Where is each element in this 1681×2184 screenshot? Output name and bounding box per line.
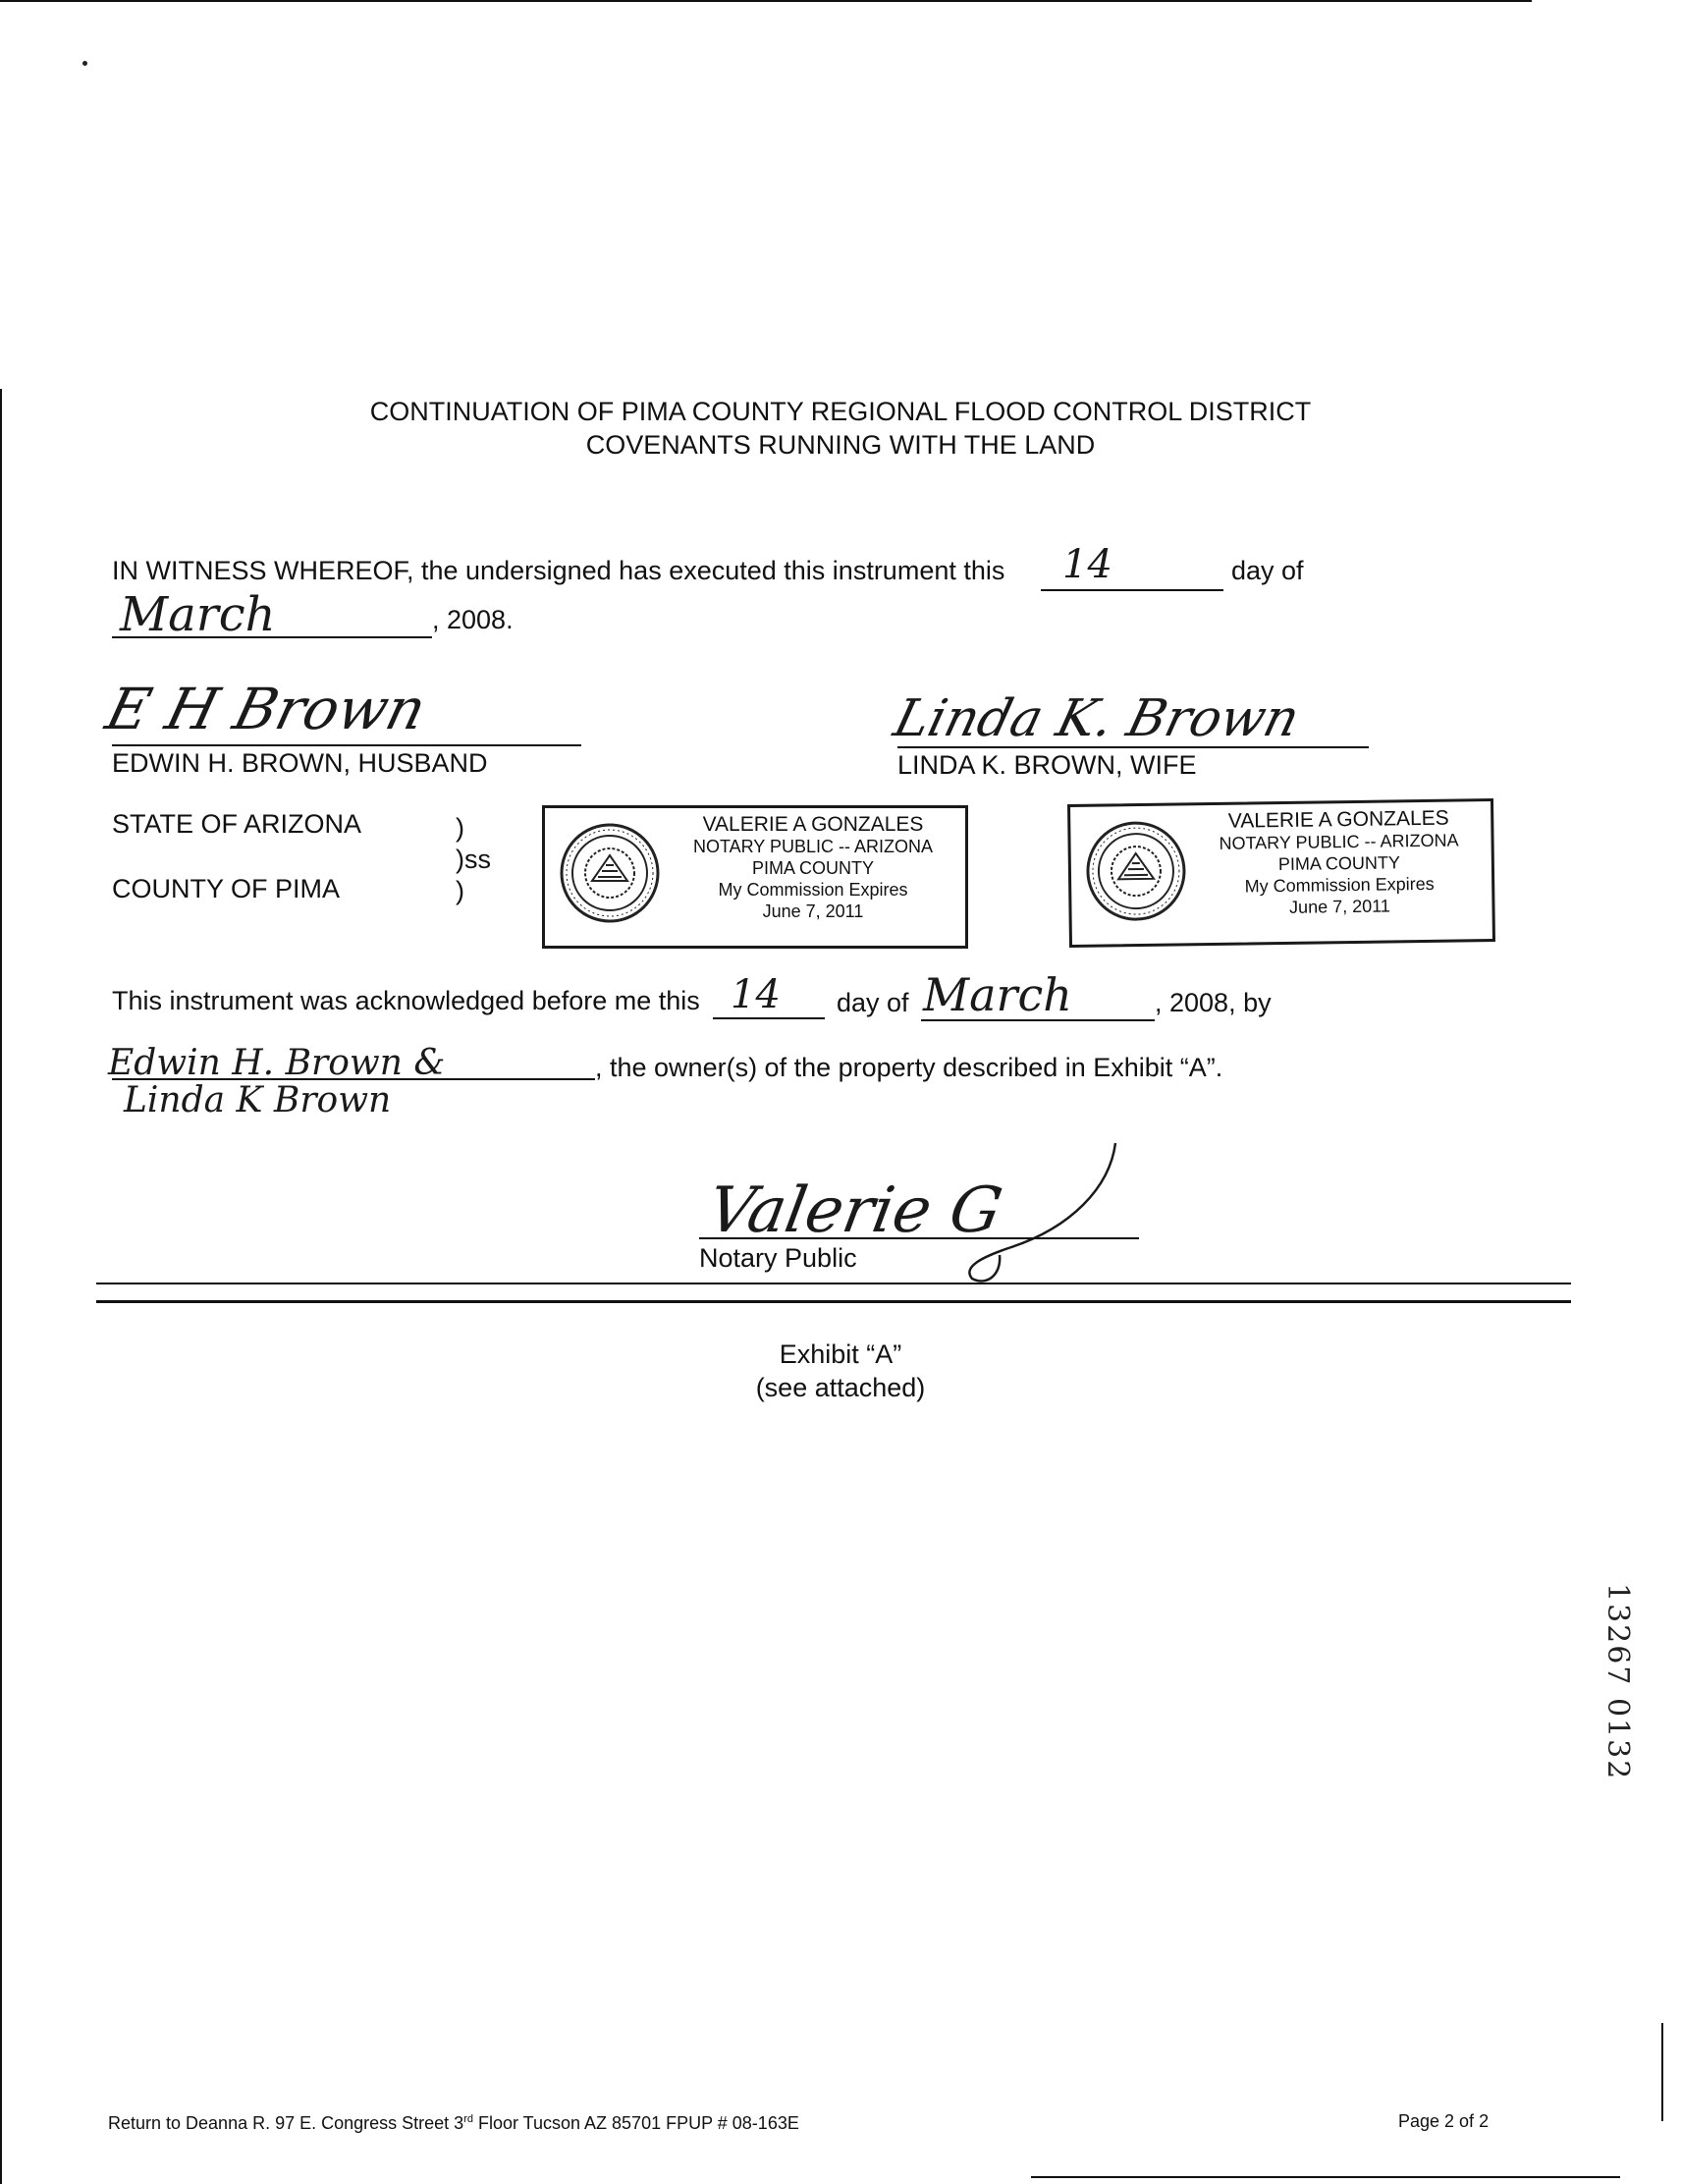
recording-number: 13267 0132 [1600,1583,1635,1781]
witness-day-blank [1041,589,1223,591]
wife-signature: Linda K. Brown [888,689,1306,748]
separator-line-top [96,1283,1571,1284]
stamp-notary-name: VALERIE A GONZALES [702,813,924,836]
notary-signature-flourish [943,1139,1139,1286]
top-border-line [0,0,1532,2]
witness-day-of: day of [1231,556,1304,585]
stamp-county: PIMA COUNTY [751,858,874,878]
separator-line-bottom [96,1300,1571,1303]
stamp-county: PIMA COUNTY [1277,852,1401,875]
right-border-line [1661,2023,1663,2121]
notary-public-label: Notary Public [699,1243,857,1273]
ack-year-by: , 2008, by [1155,988,1272,1017]
venue-paren-1: ) [456,813,464,843]
state-seal-icon [1084,819,1187,922]
document-title-line1: CONTINUATION OF PIMA COUNTY REGIONAL FLOOD CONTROL DISTRICT [369,397,1312,426]
notary-signature: Valerie G [702,1174,1007,1247]
stamp-commission: My Commission Expires [1244,873,1435,897]
exhibit-title: Exhibit “A” [779,1339,902,1369]
footer-return-address [108,2113,799,2134]
notary-stamp-right [1067,798,1495,948]
scan-speck [82,61,87,66]
husband-signature-line [112,744,581,746]
venue-county: COUNTY OF PIMA [112,874,341,903]
stamp-expires: June 7, 2011 [762,901,864,921]
husband-signature: E H Brown [99,676,433,742]
venue-paren-2: ) [456,876,464,905]
document-title-line2: COVENANTS RUNNING WITH THE LAND [585,430,1096,460]
venue-ss: )ss [456,845,491,874]
footer-page-number: Page 2 of 2 [1398,2111,1490,2131]
ack-owners-text: , the owner(s) of the property described in Exhibit “A”. [595,1053,1223,1082]
stamp-notary-name: VALERIE A GONZALES [1227,806,1449,833]
ack-text: This instrument was acknowledged before me this [112,986,700,1015]
husband-name-label: EDWIN H. BROWN, HUSBAND [112,748,488,778]
bottom-border-line [1031,2176,1620,2178]
witness-year: , 2008. [432,605,514,634]
ack-month-value: March [923,968,1072,1021]
left-border-line [0,389,2,2184]
ack-day-blank [713,1017,825,1019]
witness-month-value: March [120,587,276,642]
ack-day-of: day of [837,988,909,1017]
notary-stamp-left [542,805,968,949]
ack-owners-line1: Edwin H. Brown & [108,1043,446,1083]
stamp-notary-title: NOTARY PUBLIC -- ARIZONA [1219,830,1459,853]
exhibit-subtitle: (see attached) [755,1373,926,1402]
footer-return-pre: Return to Deanna R. 97 E. Congress Street 3 [108,2113,464,2133]
footer-return-post: Floor Tucson AZ 85701 FPUP # 08-163E [472,2113,799,2133]
witness-day-value: 14 [1062,542,1112,587]
stamp-notary-title: NOTARY PUBLIC -- ARIZONA [692,837,934,856]
stamp-expires: June 7, 2011 [1288,896,1390,917]
wife-name-label: LINDA K. BROWN, WIFE [897,750,1197,780]
state-seal-icon [559,822,661,924]
venue-state: STATE OF ARIZONA [112,809,362,839]
ack-owners-line2: Linda K Brown [124,1080,392,1120]
witness-text: IN WITNESS WHEREOF, the undersigned has executed this instrument this [112,556,1005,585]
notary-signature-line [699,1237,1139,1239]
footer-return-sup: rd [463,2113,473,2125]
stamp-commission: My Commission Expires [718,880,908,900]
wife-signature-line [897,746,1369,748]
ack-day-value: 14 [731,972,781,1017]
